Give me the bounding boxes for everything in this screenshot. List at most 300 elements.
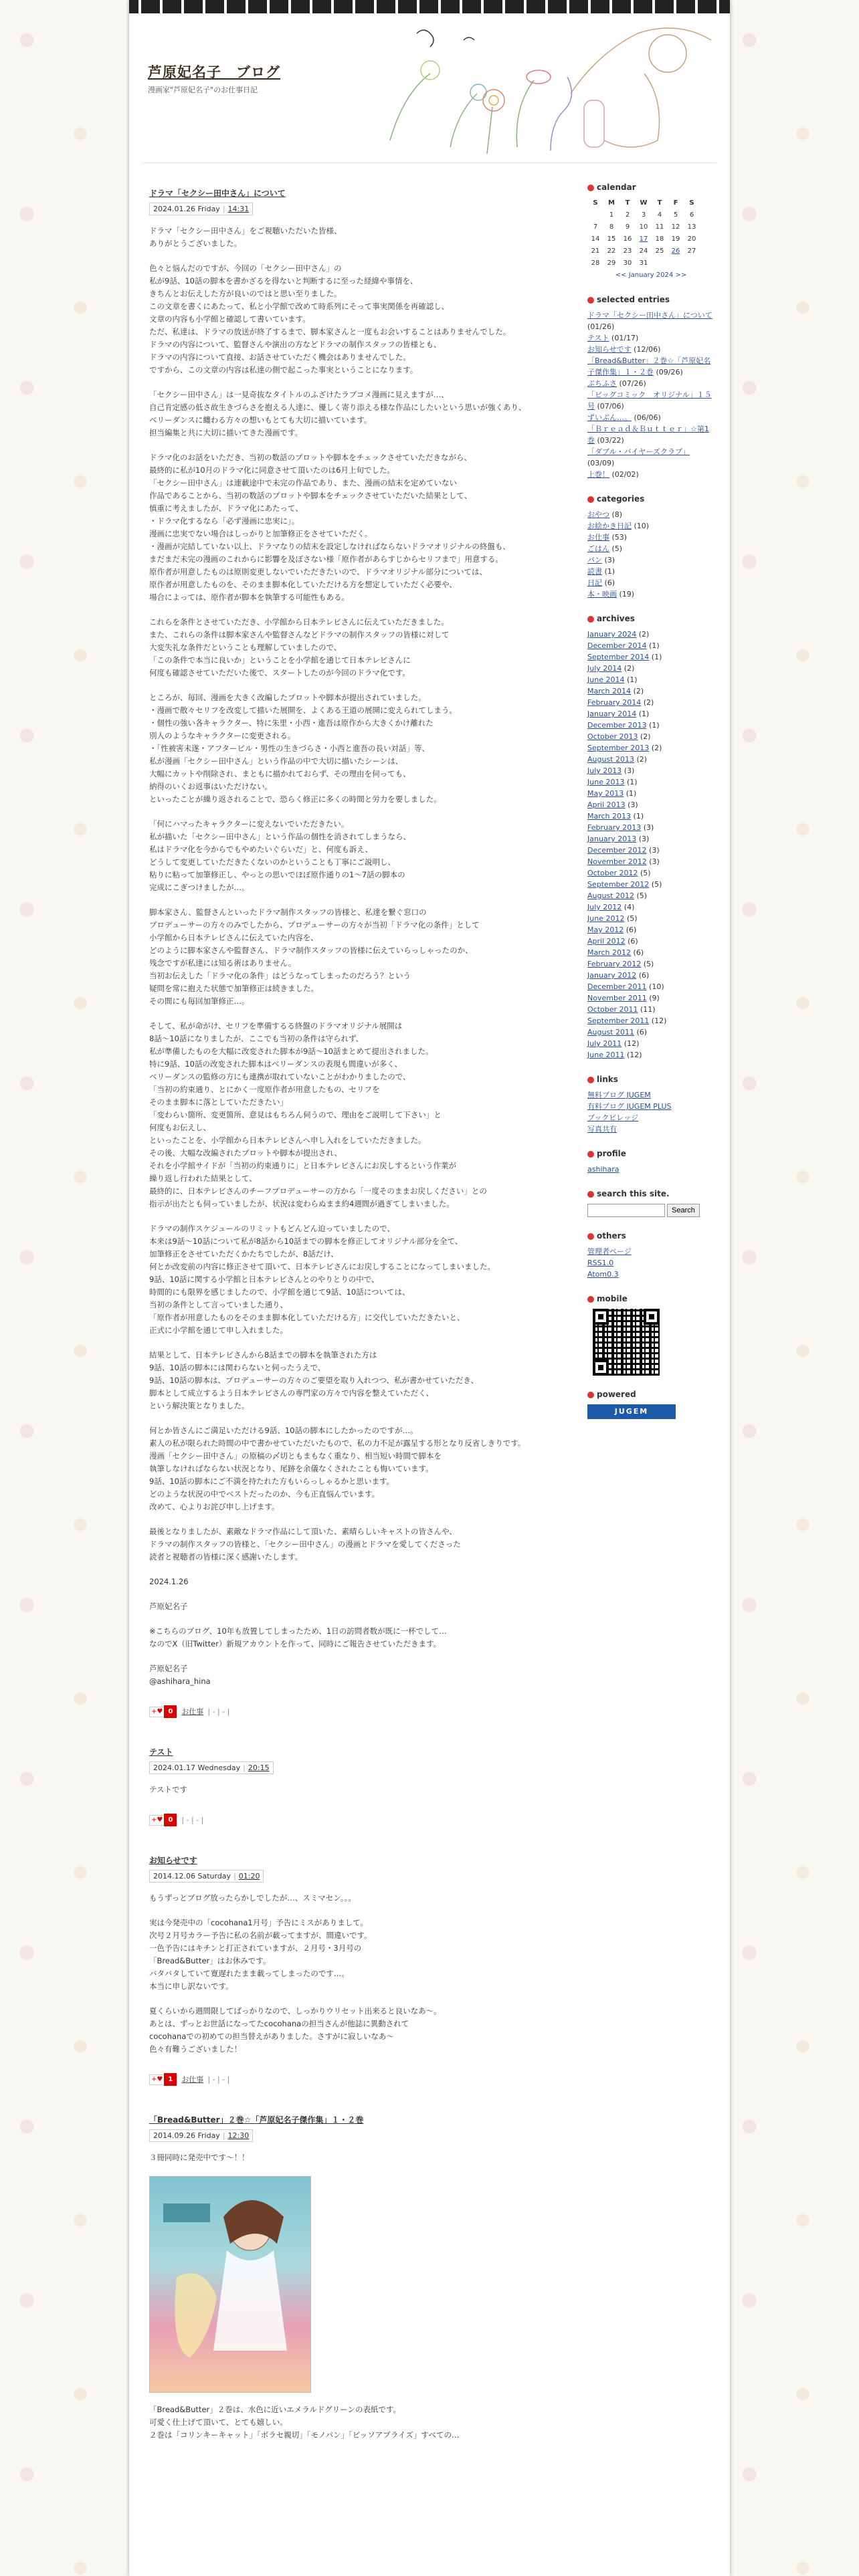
archive-item bbox=[587, 640, 714, 651]
archive-link[interactable]: November 2011 bbox=[587, 994, 647, 1002]
archive-count: (4) bbox=[622, 903, 635, 911]
archive-link[interactable]: July 2014 bbox=[587, 664, 622, 673]
external-link[interactable]: 無料ブログ JUGEM bbox=[587, 1091, 651, 1099]
calendar-day: 7 bbox=[593, 223, 598, 231]
profile-link[interactable]: ashihara bbox=[587, 1165, 619, 1174]
category-link[interactable]: お仕事 bbox=[181, 2075, 204, 2084]
calendar-day: 6 bbox=[689, 211, 694, 219]
archive-link[interactable]: May 2012 bbox=[587, 926, 624, 934]
archive-link[interactable]: February 2013 bbox=[587, 823, 642, 832]
entry-paragraph: 芦原妃名子 bbox=[149, 1602, 188, 1611]
archive-count: (6) bbox=[636, 971, 650, 980]
blog-entry bbox=[149, 187, 557, 1718]
entry-footer-trail: | - | - | bbox=[207, 2075, 230, 2084]
bullet-icon bbox=[587, 1392, 594, 1398]
selected-entry-link[interactable]: 「Bread&Butter」２巻☆「芦原妃名子傑作集」１・２巻 bbox=[587, 356, 711, 377]
archive-item bbox=[587, 708, 714, 720]
entry-footer bbox=[149, 1814, 557, 1826]
selected-entry-date: (01/26) bbox=[587, 322, 615, 331]
archive-count: (3) bbox=[646, 846, 660, 855]
calendar-table bbox=[587, 197, 700, 270]
mobile-heading bbox=[587, 1293, 714, 1305]
calendar-day: 4 bbox=[657, 211, 662, 219]
selected-entry-link[interactable]: 「ダブル・バイヤーズクラブ」 bbox=[587, 447, 690, 456]
calendar-day: 9 bbox=[625, 223, 630, 231]
page-container bbox=[129, 0, 730, 2576]
entry-paragraph: ドラマ化のお話をいただき、当初の数話のプロットや脚本をチェックさせていただきながら、 最終的に私が10月のドラマ化に同意させて頂いたのは6月上旬でした。 「セクシー田中さん」は連載途中で未完の作品であり、また、漫画の結末を定めていない 作品であることから、当初の数話のプロットや脚本をチェックさせていただいた結果として、 慎重に考えましたが、ドラマ化にあたって、 ・ドラマ化するなら「必ず漫画に忠実に」。 漫画に忠実でない場合はしっかりと加筆修正をさせていただく。 ・漫画が完結していない以上、ドラマなりの結末を設定しなければならないドラマオリジナルの終盤も、 まだまだ未完の漫画のこれからに影響を及ぼさない様「原作者があらすじからセリフまで」用意する。 原作者が用意したものは原則変更しないでいただきたいので、ドラマオリジナル部分については、 原作者が用意したものを、そのまま脚本化していただける方を想定していただく必要や、 場合によっては、原作者が脚本を執筆する可能性もある。 bbox=[149, 453, 510, 602]
calendar-day: 14 bbox=[591, 235, 600, 243]
calendar-day: 25 bbox=[655, 247, 664, 255]
entry-title[interactable]: テスト bbox=[149, 1747, 173, 1757]
others-link[interactable]: Atom0.3 bbox=[587, 1270, 619, 1279]
archive-item bbox=[587, 833, 714, 845]
entry-time-link[interactable]: 12:30 bbox=[227, 2131, 250, 2140]
weekday: T bbox=[625, 199, 630, 207]
entry-time-link[interactable]: 20:15 bbox=[248, 1763, 270, 1772]
archive-link[interactable]: June 2011 bbox=[587, 1051, 625, 1059]
calendar-month-nav[interactable]: << January 2024 >> bbox=[615, 272, 687, 279]
entry-meta: 2014.12.06 Saturday | 01:20 bbox=[149, 1870, 264, 1883]
category-link[interactable]: おやつ bbox=[587, 510, 609, 519]
category-link[interactable]: 本・映画 bbox=[587, 590, 617, 599]
category-link[interactable]: お仕事 bbox=[181, 1707, 204, 1716]
sidebar bbox=[587, 182, 714, 1432]
others-list bbox=[587, 1246, 714, 1280]
archive-item bbox=[587, 936, 714, 947]
archive-link[interactable]: April 2013 bbox=[587, 800, 626, 809]
search-form bbox=[587, 1204, 714, 1217]
selected-entry-date: (01/17) bbox=[609, 334, 639, 342]
calendar-day: 18 bbox=[655, 235, 664, 243]
blog-entry bbox=[149, 1746, 557, 1826]
link-item bbox=[587, 1123, 714, 1135]
qr-finder-pattern bbox=[593, 1360, 609, 1376]
archive-item bbox=[587, 970, 714, 981]
weekday: S bbox=[689, 199, 694, 207]
others-item bbox=[587, 1257, 714, 1269]
others-item bbox=[587, 1269, 714, 1280]
archive-link[interactable]: August 2012 bbox=[587, 891, 634, 900]
blog-entry bbox=[149, 1854, 557, 2086]
category-link[interactable]: お絵かき日記 bbox=[587, 522, 632, 530]
others-widget bbox=[587, 1230, 714, 1280]
calendar-day: 15 bbox=[607, 235, 616, 243]
calendar-day-link[interactable]: 17 bbox=[639, 235, 648, 243]
archive-link[interactable]: October 2013 bbox=[587, 732, 638, 741]
entry-paragraph: 夏くらいから週間限してばっかりなので、しっかりウリセット出来ると良いなあ〜。 あとは、ずっとお世話になってたcocohanaの担当さんが他誌に異動されて cocohanaでの初めての担当替えがありました。さすがに寂しいなあ〜 色々有難うございました！ bbox=[149, 2006, 442, 2054]
entry-paragraph: 何とか皆さんにご満足いただける9話、10話の脚本にしたかったのですが…。 素人の私が限られた時間の中で書かせていただいたもので、私の力不足が露呈する形となり反省しきりです。 漫画「セクシー田中さん」の原稿の〆切ともまもなく重なり、相当短い時間で脚本を 執筆しなければならない状況となり、尾跡を余儀なくされたことも悔いています。 9話、10話の脚本にご不満を持たれた方もいらっしゃるかと思います。 どのような状況の中でベストだったのか、今も正直悩んでいます。 改めて、心よりお詫び申し上げます。 bbox=[149, 1426, 526, 1511]
archive-link[interactable]: March 2013 bbox=[587, 812, 632, 821]
entry-footer bbox=[149, 1705, 557, 1718]
archive-link[interactable]: March 2012 bbox=[587, 948, 632, 957]
selected-entry-item bbox=[587, 310, 714, 332]
like-count: 1 bbox=[164, 2073, 177, 2086]
category-count: (10) bbox=[632, 522, 650, 530]
category-count: (6) bbox=[602, 578, 615, 587]
archive-item bbox=[587, 697, 714, 708]
selected-entry-item bbox=[587, 344, 714, 355]
archive-link[interactable]: August 2013 bbox=[587, 755, 634, 764]
like-count: 0 bbox=[164, 1705, 177, 1718]
jugem-logo[interactable]: JUGEM bbox=[587, 1404, 676, 1419]
archive-link[interactable]: January 2024 bbox=[587, 630, 637, 639]
book-cover-image[interactable] bbox=[149, 2176, 311, 2393]
category-item bbox=[587, 520, 714, 532]
others-link[interactable]: RSS1.0 bbox=[587, 1259, 614, 1267]
calendar-day: 19 bbox=[671, 235, 680, 243]
archive-count: (2) bbox=[622, 664, 635, 673]
entry-date: 2024.01.17 Wednesday bbox=[153, 1763, 241, 1772]
archive-link[interactable]: December 2014 bbox=[587, 641, 647, 650]
calendar-day: 11 bbox=[655, 223, 664, 231]
archive-count: (1) bbox=[649, 653, 662, 661]
archives-widget bbox=[587, 613, 714, 1061]
archive-link[interactable]: June 2012 bbox=[587, 914, 625, 923]
category-item bbox=[587, 566, 714, 577]
entry-paragraph: テストです bbox=[149, 1785, 188, 1794]
calendar-heading-label: calendar bbox=[597, 183, 636, 192]
archive-item bbox=[587, 879, 714, 890]
entry-paragraph: 色々と悩んだのですが、今回の「セクシー田中さん」の 私が9話、10話の脚本を書かざるを得ないと判断するに至った経緯や事情を、 きちんとお伝えした方が良いのではと思い至りました。 この文章を書くにあたって、私と小学館で改めて時系列にそって事実関係を再確認し、 文章の内容も小学館と確認して書いています。 ただ、私達は、ドラマの放送が終了するまで、脚本家さんと一度もお会いすることはありませんでした。 ドラマの内容について、監督さんや演出の方などドラマの制作スタッフの皆様とも、 ドラマの内容について直接、お話させていただく機会はありませんでした。 ですから、この文章の内容は私達の側で起こった事実ということになります。 bbox=[149, 263, 511, 374]
calendar-day: 1 bbox=[609, 211, 614, 219]
archive-count: (5) bbox=[624, 914, 638, 923]
links-heading-label: links bbox=[597, 1075, 618, 1084]
archive-link[interactable]: June 2014 bbox=[587, 675, 625, 684]
links-list bbox=[587, 1089, 714, 1135]
calendar-day: 10 bbox=[639, 223, 648, 231]
external-link[interactable]: 有料ブログ JUGEM PLUS bbox=[587, 1102, 672, 1111]
archive-link[interactable]: November 2012 bbox=[587, 857, 647, 866]
bullet-icon bbox=[587, 1191, 594, 1198]
link-item bbox=[587, 1089, 714, 1101]
archive-item bbox=[587, 799, 714, 811]
archive-count: (12) bbox=[624, 1051, 642, 1059]
profile-heading-label: profile bbox=[597, 1149, 626, 1158]
entry-footer-trail: | - | - | bbox=[207, 1707, 230, 1716]
archive-link[interactable]: October 2012 bbox=[587, 869, 638, 877]
bullet-icon bbox=[587, 1296, 594, 1303]
calendar-day: 24 bbox=[639, 247, 648, 255]
archive-item bbox=[587, 822, 714, 833]
archive-item bbox=[587, 958, 714, 970]
category-count: (5) bbox=[609, 544, 623, 553]
archive-count: (1) bbox=[624, 675, 638, 684]
archive-count: (6) bbox=[631, 948, 644, 957]
entry-paragraph: 「Bread&Butter」２巻は、水色に近いエメラルドグリーンの表紙です。 可愛く仕上げて頂いて、とても嬉しい。 ２巻は「コリンキーキャット」「ボラセ親切」「モノパン」「ビッソアブライズ」すべての… bbox=[149, 2405, 460, 2440]
bullet-icon bbox=[587, 297, 594, 304]
archive-item bbox=[587, 788, 714, 799]
site-header bbox=[129, 13, 730, 164]
selected-entry-date: (06/06) bbox=[632, 413, 661, 422]
archive-item bbox=[587, 674, 714, 685]
archive-item bbox=[587, 1038, 714, 1049]
archive-count: (12) bbox=[649, 1016, 667, 1025]
entry-time-link[interactable]: 01:20 bbox=[238, 1872, 260, 1881]
calendar-day: 13 bbox=[687, 223, 696, 231]
archive-link[interactable]: September 2013 bbox=[587, 744, 650, 752]
like-count: 0 bbox=[164, 1814, 177, 1826]
selected-entry-link[interactable]: 上巻！ bbox=[587, 470, 609, 479]
bullet-icon bbox=[587, 496, 594, 503]
archive-item bbox=[587, 1049, 714, 1061]
search-heading bbox=[587, 1188, 714, 1200]
calendar-day: 2 bbox=[625, 211, 630, 219]
archives-list bbox=[587, 629, 714, 1061]
calendar-day: 12 bbox=[671, 223, 680, 231]
archive-link[interactable]: July 2013 bbox=[587, 766, 622, 775]
bullet-icon bbox=[587, 185, 594, 191]
archive-link[interactable]: March 2014 bbox=[587, 687, 632, 695]
category-item bbox=[587, 532, 714, 543]
calendar-heading bbox=[587, 182, 714, 193]
archive-item bbox=[587, 992, 714, 1004]
profile-widget bbox=[587, 1148, 714, 1175]
search-input[interactable] bbox=[587, 1204, 665, 1217]
archive-count: (3) bbox=[625, 800, 638, 809]
archive-link[interactable]: May 2013 bbox=[587, 789, 624, 798]
selected-entry-date: (07/26) bbox=[617, 379, 646, 388]
archives-heading bbox=[587, 613, 714, 625]
bullet-icon bbox=[587, 1151, 594, 1158]
qr-finder-pattern bbox=[593, 1309, 609, 1325]
entry-paragraph: 2024.1.26 bbox=[149, 1577, 189, 1586]
others-heading-label: others bbox=[597, 1231, 626, 1241]
entry-time-link[interactable]: 14:31 bbox=[227, 205, 250, 213]
entry-date: 2024.01.26 Friday bbox=[153, 205, 220, 213]
entry-date: 2014.12.06 Saturday bbox=[153, 1872, 231, 1881]
archive-link[interactable]: September 2011 bbox=[587, 1016, 650, 1025]
archive-item bbox=[587, 890, 714, 901]
entry-meta: 2024.01.17 Wednesday | 20:15 bbox=[149, 1761, 274, 1774]
calendar-day: 30 bbox=[623, 259, 632, 267]
weekday: M bbox=[608, 199, 615, 207]
archive-count: (2) bbox=[649, 744, 662, 752]
archive-item bbox=[587, 811, 714, 822]
archive-link[interactable]: January 2014 bbox=[587, 710, 637, 718]
archive-item bbox=[587, 913, 714, 924]
entry-title[interactable]: 「Bread&Butter」２巻☆「芦原妃名子傑作集」１・２巻 bbox=[149, 2115, 364, 2125]
calendar-day: 21 bbox=[591, 247, 600, 255]
link-item bbox=[587, 1112, 714, 1123]
archive-link[interactable]: September 2014 bbox=[587, 653, 650, 661]
heart-icon: +♥ bbox=[151, 1708, 163, 1715]
archive-item bbox=[587, 947, 714, 958]
category-link[interactable]: お仕事 bbox=[587, 533, 609, 542]
link-item bbox=[587, 1101, 714, 1112]
archive-count: (9) bbox=[646, 994, 660, 1002]
archive-count: (2) bbox=[638, 732, 651, 741]
archive-count: (2) bbox=[634, 755, 648, 764]
like-button[interactable] bbox=[149, 1815, 177, 1826]
archive-item bbox=[587, 776, 714, 788]
external-link[interactable]: ブックビレッジ bbox=[587, 1113, 639, 1122]
selected-entries-heading bbox=[587, 294, 714, 306]
weekday: S bbox=[593, 199, 598, 207]
archive-link[interactable]: June 2013 bbox=[587, 778, 625, 786]
archive-item bbox=[587, 1004, 714, 1015]
selected-entry-date: (02/02) bbox=[609, 470, 639, 479]
calendar-day: 23 bbox=[623, 247, 632, 255]
selected-entry-date: (12/06) bbox=[631, 345, 661, 354]
category-item bbox=[587, 588, 714, 600]
entry-paragraph: 「セクシー田中さん」は一見奇抜なタイトルのふざけたラブコメ漫画に見えますが…、 自己肯定感の低さ故生きづらさを抱える人達に、優しく寄り添える様な作品にしたいという思いが強くあり、 ベリーダンスに纏わる方々の想いもとても大切に描いています。 担当編集と共に大切に描いてきた漫画です。 bbox=[149, 390, 527, 437]
weekday: F bbox=[673, 199, 678, 207]
selected-entry-link[interactable]: ずいぶん…。 bbox=[587, 413, 632, 422]
selected-entry-date: (09/26) bbox=[654, 368, 683, 377]
blog-entry bbox=[149, 2114, 557, 2442]
archive-item bbox=[587, 901, 714, 913]
selected-entry-link[interactable]: お知らせです bbox=[587, 345, 632, 354]
entry-paragraph: 「何にハマったキャラクターに変えないでいただきたい。 私が描いた「セクシー田中さん」という作品の個性を消されてしまうなら、 私はドラマ化を今からでもやめたいぐらいだ」と、何度も訴え、 どうして変更していただきたくないのかということも丁寧にご説明し、 粘りに粘って加筆修正し、やっとの思いでほぼ原作通りの1〜7話の脚本の 完成にこぎつけましたが…。 bbox=[149, 819, 411, 892]
entry-meta: 2014.09.26 Friday | 12:30 bbox=[149, 2129, 253, 2142]
heart-icon: +♥ bbox=[151, 1816, 163, 1824]
calendar-day: 16 bbox=[623, 235, 632, 243]
archive-item bbox=[587, 629, 714, 640]
archive-item bbox=[587, 765, 714, 776]
archive-count: (1) bbox=[636, 710, 650, 718]
archive-link[interactable]: January 2012 bbox=[587, 971, 637, 980]
entry-paragraph: そして、私が命がけ、セリフを準備するる終盤のドラマオリジナル展開は 8話〜10話になりましたが、ここでも当初の条件は守られず、 私が準備したものを大幅に改変された脚本が9話〜10話まとめて提出されました。 特に9話、10話の改変された脚本はベリーダンスの表現も間違いが多く、 ベリーダンスの監修の方にも連携が取れていないことがわかりましたので、 「当初の約束通り、とにかく一度原作者が用意したもの、セリフを そのまま脚本に落としていただきたい」 「変わらい箇所、変更箇所、意見はもちろん伺うので、理由をご説明して下さい」と 何度もお伝えし、 といったことを、小学館から日本テレビさんへ申し入れをしていただきました。 その後、大幅な改編されたプロットや脚本が提出され、 それを小学館サイドが「当初の約束通りに」と日本テレビさんにお戻しするという作業が 繰り返し行われた結果として、 最終的に、日本テレビさんのチーフプロデューサーの方から「一度そのままお戻しください」との 指示が出たとも伺っていましたが、状況は変わらぬまま約4週間が過ぎてしまいました。 bbox=[149, 1021, 487, 1208]
archive-count: (5) bbox=[634, 891, 648, 900]
entry-paragraph: もうずっとブログ放ったらかしでしたが…、スミマセン。。。 bbox=[149, 1893, 356, 1903]
entry-title[interactable]: お知らせです bbox=[149, 1856, 197, 1865]
archive-item bbox=[587, 1027, 714, 1038]
archive-count: (3) bbox=[641, 823, 654, 832]
entry-title[interactable]: ドラマ「セクシー田中さん」について bbox=[149, 189, 286, 198]
selected-entry-link[interactable]: ぷちふさ bbox=[587, 379, 617, 388]
heart-icon: +♥ bbox=[151, 2076, 163, 2083]
others-heading bbox=[587, 1230, 714, 1242]
archive-count: (6) bbox=[624, 926, 637, 934]
entry-body bbox=[149, 1784, 557, 1796]
qr-code bbox=[593, 1309, 660, 1376]
archive-count: (6) bbox=[625, 937, 638, 946]
calendar-day: 5 bbox=[673, 211, 678, 219]
selected-entry-link[interactable]: 「ビッグコミック オリジナル」１５号 bbox=[587, 391, 712, 411]
entry-paragraph: ドラマの制作スケジュールのリミットもどんどん迫っていましたので、 本来は9話〜10話について私が8話から10話までの脚本を修正してオリジナル部分を全て、 加筆修正をさせていただくかたちでしたが、8話だけ、 何とか改変前の内容に修正させて頂いて、日本テレビさんにお戻しすることになってしまいました。 9話、10話に関する小学館と日本テレビさんとのやりとりの中で、 時間的にも限界を感じましたので、小学館を通じて9話、10話については、 当初の条件として言っていました通り、 「原作者が用意したものをそのまま脚本化していただける方」に交代していただきたいと、 正式に小学館を通じて申し入れました。 bbox=[149, 1224, 496, 1335]
category-count: (53) bbox=[609, 533, 628, 542]
mobile-heading-label: mobile bbox=[597, 1294, 628, 1303]
selected-entry-link[interactable]: テスト bbox=[587, 334, 609, 342]
external-link[interactable]: 写真共有 bbox=[587, 1125, 617, 1134]
archive-count: (5) bbox=[641, 960, 654, 968]
site-description: 漫画家"芦原妃名子"のお仕事日記 bbox=[148, 86, 258, 94]
calendar-widget bbox=[587, 182, 714, 281]
archive-count: (6) bbox=[634, 1028, 648, 1037]
category-count: (19) bbox=[617, 590, 635, 599]
entry-paragraph: ドラマ「セクシー田中さん」をご視聴いただいた皆様、 ありがとうございました。 bbox=[149, 226, 342, 248]
main-content bbox=[149, 187, 557, 2470]
archive-link[interactable]: December 2012 bbox=[587, 846, 647, 855]
archive-link[interactable]: January 2013 bbox=[587, 835, 637, 843]
category-item bbox=[587, 509, 714, 520]
archive-count: (5) bbox=[638, 869, 651, 877]
archive-link[interactable]: September 2012 bbox=[587, 880, 650, 889]
like-button[interactable] bbox=[149, 2074, 177, 2085]
calendar-day: 31 bbox=[639, 259, 648, 267]
selected-entry-item bbox=[587, 332, 714, 344]
archive-link[interactable]: February 2014 bbox=[587, 698, 642, 707]
calendar-day: 29 bbox=[607, 259, 616, 267]
selected-entry-item bbox=[587, 355, 714, 378]
archive-link[interactable]: December 2011 bbox=[587, 982, 647, 991]
others-item bbox=[587, 1246, 714, 1257]
links-widget bbox=[587, 1074, 714, 1135]
others-link[interactable]: 管理者ページ bbox=[587, 1247, 632, 1256]
search-heading-label: search this site. bbox=[597, 1189, 670, 1198]
entry-paragraph: 実は今発売中の「cocohana1月号」予告にミスがありまして。 次号２月号カラー予告に私の名前が載ってますが、間違いです。 一色予告にはキチンと打正されていますが、２月号・3月号の 「Bread&Butter」はお休みです。 バタバタしていて寛遅れたまま載ってしまったのです…。 本当に申し訳ないです。 bbox=[149, 1918, 372, 1991]
category-count: (3) bbox=[602, 556, 615, 564]
powered-heading bbox=[587, 1389, 714, 1400]
archive-item bbox=[587, 731, 714, 742]
book-cover-illustration bbox=[150, 2177, 310, 2392]
archive-item bbox=[587, 663, 714, 674]
archive-link[interactable]: February 2012 bbox=[587, 960, 642, 968]
selected-entries-widget bbox=[587, 294, 714, 480]
category-link[interactable]: 読書 bbox=[587, 567, 602, 576]
category-count: (1) bbox=[602, 567, 615, 576]
entry-paragraph: 結果として、日本テレビさんから8話までの脚本を執筆された方は 9話、10話の脚本には関わらないと伺ったうえで、 9話、10話の脚本は、プロデューサーの方々のご要望を取り入れつつ、私が書かせていただき、 脚本として成立するよう日本テレビさんの専門家の方々で内容を整えていただく、 という解決策となりました。 bbox=[149, 1350, 478, 1410]
archive-link[interactable]: July 2011 bbox=[587, 1039, 622, 1048]
category-item bbox=[587, 543, 714, 554]
archive-link[interactable]: July 2012 bbox=[587, 903, 622, 911]
like-button[interactable] bbox=[149, 1707, 177, 1717]
archive-link[interactable]: October 2011 bbox=[587, 1005, 638, 1014]
calendar-day bbox=[587, 209, 603, 221]
entry-paragraph: ※こちらのブログ、10年も放置してしまったため、1日の訪問者数が既に一杯でして… なのでX（旧Twitter）新規アカウントを作って、同時にご報告させていただきます。 bbox=[149, 1626, 447, 1648]
archive-item bbox=[587, 742, 714, 754]
entry-date: 2014.09.26 Friday bbox=[153, 2131, 220, 2140]
archive-count: (10) bbox=[646, 982, 664, 991]
archive-link[interactable]: April 2012 bbox=[587, 937, 626, 946]
selected-entry-item bbox=[587, 446, 714, 469]
category-link[interactable]: ごはん bbox=[587, 544, 609, 553]
calendar-day: 22 bbox=[607, 247, 616, 255]
archive-count: (11) bbox=[638, 1005, 656, 1014]
selected-entry-date: (07/06) bbox=[595, 402, 624, 411]
bullet-icon bbox=[587, 1233, 594, 1240]
category-count: (8) bbox=[609, 510, 623, 519]
search-button[interactable]: Search bbox=[667, 1204, 700, 1217]
archive-count: (3) bbox=[636, 835, 650, 843]
weekday: T bbox=[657, 199, 662, 207]
entry-body bbox=[149, 225, 557, 1688]
selected-entries-heading-label: selected entries bbox=[597, 295, 670, 304]
selected-entry-link[interactable]: 「Ｂｒｅａｄ＆Ｂｕｔｔｅｒ」☆第1巻 bbox=[587, 425, 709, 445]
ring-binder-decoration bbox=[129, 0, 730, 13]
calendar-day: 8 bbox=[609, 223, 614, 231]
category-item bbox=[587, 577, 714, 588]
archive-item bbox=[587, 845, 714, 856]
calendar-day-link[interactable]: 26 bbox=[671, 247, 680, 255]
selected-entry-link[interactable]: ドラマ「セクシー田中さん」について bbox=[587, 311, 712, 320]
archive-link[interactable]: August 2011 bbox=[587, 1028, 634, 1037]
archive-count: (1) bbox=[631, 812, 644, 821]
selected-entry-date: (03/22) bbox=[595, 436, 624, 445]
powered-widget bbox=[587, 1389, 714, 1419]
category-link[interactable]: パン bbox=[587, 556, 602, 564]
archive-link[interactable]: December 2013 bbox=[587, 721, 647, 730]
selected-entry-item bbox=[587, 469, 714, 480]
entry-paragraph: ところが、毎回、漫画を大きく改編したプロットや脚本が提出されていました。 ・漫画で散々セリフを改変して描いた展開を、よくある王道の展開に変えられてしまう。 ・個性の強い各キャラクター、特に朱里・小西・進吾は原作から大きくかけ離れた 別人のようなキャラクターに変更される。 ・「性被害未遂・アフターピル・男性の生きづらさ・小西と進吾の長い対話」等、 私が漫画「セクシー田中さん」という作品の中で大切に描いたシーンは、 大幅にカットや削除され、まともに描かれておらず、その理由を伺っても、 納得のいくお返事はいただけない。 といったことが繰り返されることで、恐らく修正に多くの時間と労力を要しました。 bbox=[149, 693, 457, 804]
category-link[interactable]: 日記 bbox=[587, 578, 602, 587]
calendar-day: 27 bbox=[687, 247, 696, 255]
entry-body bbox=[149, 1892, 557, 2056]
site-title[interactable]: 芦原妃名子 ブログ bbox=[148, 64, 280, 80]
bullet-icon bbox=[587, 1077, 594, 1083]
archive-count: (1) bbox=[624, 789, 637, 798]
links-heading bbox=[587, 1074, 714, 1085]
